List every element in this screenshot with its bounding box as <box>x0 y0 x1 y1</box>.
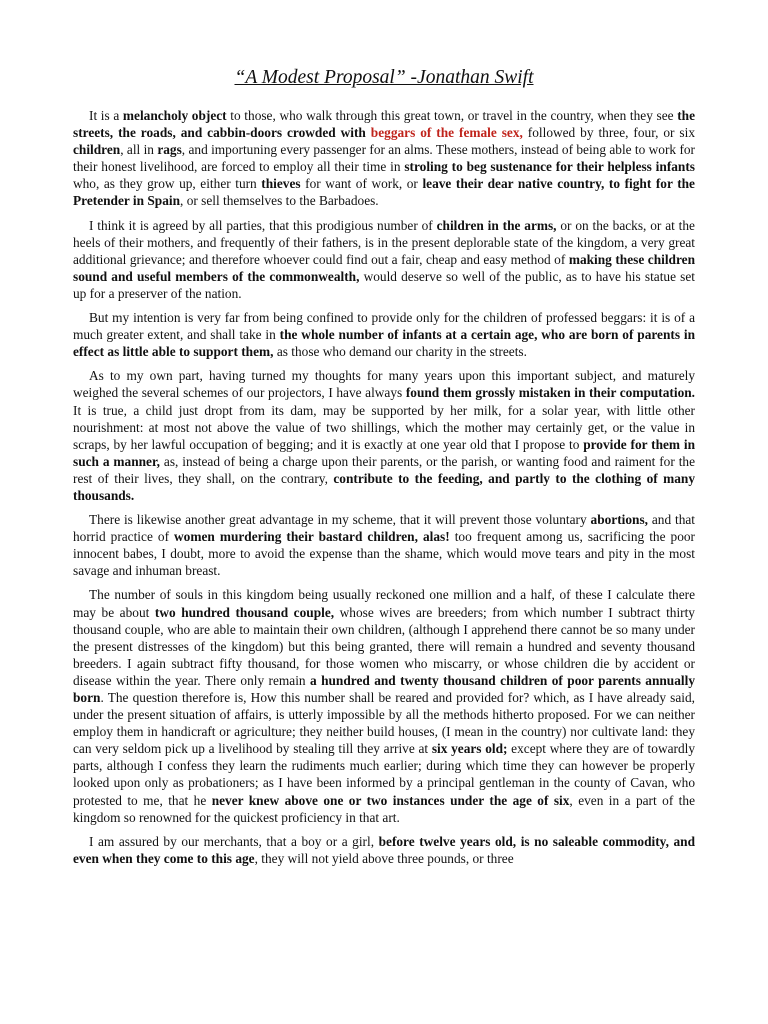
paragraph-1: It is a melancholy object to those, who walk through this great town, or travel in the country, when they see the streets, the roads, and cabbin-doors crowded with beggars of the female sex, followed by three, four, or six children, all in rags, and importuning every passenger for an alms. These mothers, instead of being able to work for their honest livelihood, are forced to employ all their time in stroling to beg sustenance for their helpless infants who, as they grow up, either turn thieves for want of work, or leave their dear native country, to fight for the Pretender in Spain, or sell themselves to the Barbadoes. <box>73 108 696 209</box>
document-title: “A Modest Proposal” -Jonathan Swift <box>234 67 534 88</box>
paragraph-3: But my intention is very far from being confined to provide only for the children of professed beggars: it is of a much greater extent, and shall take in the whole number of infants at a certain age, who are born of parents in effect as little able to support them, as those who demand our charity in the streets. <box>73 310 696 360</box>
paragraph-6: The number of souls in this kingdom being usually reckoned one million and a half, of these I calculate there may be about two hundred thousand couple, whose wives are breeders; from which number I subtract thirty thousand couple, who are able to maintain their own children, (although I apprehend there cannot be so many under the present distresses of the kingdom) but this being granted, there will remain a hundred and seventy thousand breeders. I again subtract fifty thousand, for those women who miscarry, or whose children die by accident or disease within the year. There only remain a hundred and twenty thousand children of poor parents annually born. The question therefore is, How this number shall be reared and provided for? which, as I have already said, under the present situation of affairs, is utterly impossible by all the methods hitherto proposed. For we can neither employ them in handicraft or agriculture; they neither build houses, (I mean in the country) nor cultivate land: they can very seldom pick up a livelihood by stealing till they arrive at six years old; except where they are of towardly parts, although I confess they learn the rudiments much earlier; during which time they can however be properly looked upon only as probationers; as I have been informed by a principal gentleman in the county of Cavan, who protested to me, that he never knew above one or two instances under the age of six, even in a part of the kingdom so renowned for the quickest proficiency in that art. <box>73 587 695 825</box>
paragraph-7: I am assured by our merchants, that a boy or a girl, before twelve years old, is no saleable commodity, and even when they come to this age, they will not yield above three pounds, or three <box>73 833 695 866</box>
paragraph-5: There is likewise another great advantage in my scheme, that it will prevent those voluntary abortions, and that horrid practice of women murdering their bastard children, alas! too frequent among us, sacrificing the poor innocent babes, I doubt, more to avoid the expense than the shame, which would move tears and pity in the most savage and inhuman breast. <box>73 512 696 579</box>
paragraph-4: As to my own part, having turned my thoughts for many years upon this important subject, and maturely weighed the several schemes of our projectors, I have always found them grossly mistaken in their computation. It is true, a child just dropt from its dam, may be supported by her milk, for a solar year, with little other nourishment: at most not above the value of two shillings, which the mother may certainly get, or the value in scraps, by her lawful occupation of begging; and it is exactly at one year old that I propose to provide for them in such a manner, as, instead of being a charge upon their parents, or the parish, or wanting food and raiment for the rest of their lives, they shall, on the contrary, contribute to the feeding, and partly to the clothing of many thousands. <box>73 368 695 503</box>
paragraph-2: I think it is agreed by all parties, that this prodigious number of children in the arms, or on the backs, or at the heels of their mothers, and frequently of their fathers, is in the present deplorable state of the kingdom, a very great additional grievance; and therefore whoever could find out a fair, cheap and easy method of making these children sound and useful members of the commonwealth, would deserve so well of the public, as to have his statue set up for a preserver of the nation. <box>73 217 695 301</box>
